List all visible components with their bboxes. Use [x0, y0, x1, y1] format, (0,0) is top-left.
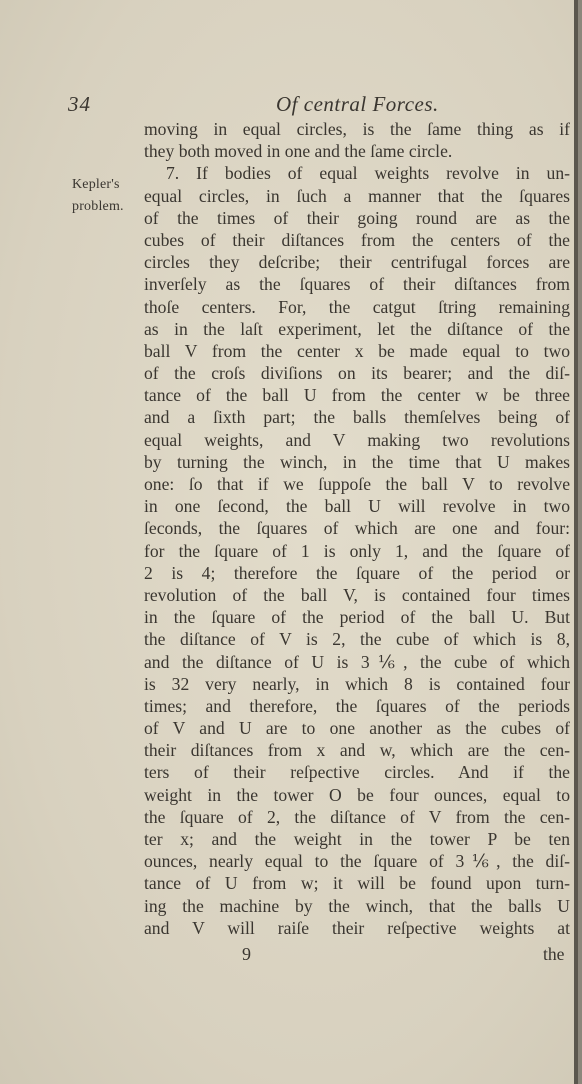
text-line: one: ſo that if we ſuppoſe the ball V to revolve: [144, 474, 570, 494]
text-line: by turning the winch, in the time that U makes: [144, 451, 570, 472]
text-line: thoſe centers. For, the catgut ſtring remaining: [144, 296, 570, 317]
page-number: 34: [68, 92, 91, 116]
text-line: and a ſixth part; the balls themſelves being of: [144, 407, 570, 428]
signature-mark: 9: [242, 944, 251, 964]
text-line: and V will raiſe their reſpective weights at: [144, 917, 570, 938]
text-line: tance of the ball U from the center w be three: [144, 385, 570, 406]
text-line: equal circles, in ſuch a manner that the ſquares: [144, 185, 570, 206]
text-line: of V and U are to one another as the cubes of: [144, 718, 570, 739]
text-line: the ſquare of 2, the diſtance of V from the cen-: [144, 806, 570, 827]
text-line: in one ſecond, the ball U will revolve in two: [144, 496, 570, 517]
text-line: 7. If bodies of equal weights revolve in un-: [166, 163, 570, 184]
text-line: moving in equal circles, is the ſame thing as if: [144, 119, 570, 139]
text-line: and the diſtance of U is 3⅙, the cube of which: [144, 651, 570, 672]
text-line: their diſtances from x and w, which are the cen-: [144, 740, 570, 761]
text-line: of the croſs diviſions on its bearer; and the diſ-: [144, 363, 570, 384]
text-line: of the times of their going round are as the: [144, 207, 570, 228]
text-line: inverſely as the ſquares of their diſtances from: [144, 274, 570, 295]
text-line: ball V from the center x be made equal to two: [144, 340, 570, 361]
text-line: equal weights, and V making two revolutions: [144, 429, 570, 450]
catchword: the: [543, 944, 565, 964]
margin-note-line: Kepler's: [72, 177, 120, 192]
text-line: is 32 very nearly, in which 8 is contained four: [144, 673, 570, 694]
running-head: Of central Forces.: [276, 92, 439, 116]
text-line: times; and therefore, the ſquares of the periods: [144, 695, 570, 716]
text-line: ters of their reſpective circles. And if the: [144, 762, 570, 783]
margin-note-line: problem.: [72, 199, 124, 214]
text-line: revolution of the ball V, is contained four times: [144, 584, 570, 605]
margin-note: [72, 174, 124, 218]
text-line: ing the machine by the winch, that the balls U: [144, 895, 570, 916]
text-line: ſeconds, the ſquares of which are one and four:: [144, 518, 570, 539]
text-line: ter x; and the weight in the tower P be ten: [144, 829, 570, 849]
text-line: ounces, nearly equal to the ſquare of 3⅙, the diſ-: [144, 851, 570, 872]
text-line: as in the laſt experiment, let the diſtance of the: [144, 318, 570, 339]
text-line: cubes of their diſtances from the centers of the: [144, 229, 570, 250]
text-line: circles they deſcribe; their centrifugal forces are: [144, 252, 570, 273]
page-edge: [574, 0, 578, 1084]
text-line: for the ſquare of 1 is only 1, and the ſquare of: [144, 540, 570, 561]
text-line: they both moved in one and the ſame circle.: [144, 141, 453, 162]
text-line: the diſtance of V is 2, the cube of which is 8,: [144, 629, 570, 650]
text-line: 2 is 4; therefore the ſquare of the period or: [144, 562, 570, 583]
text-line: tance of U from w; it will be found upon turn-: [144, 873, 570, 894]
text-line: in the ſquare of the period of the ball U. But: [144, 607, 570, 628]
body-text: [144, 118, 570, 939]
text-line: weight in the tower O be four ounces, equal to: [144, 784, 570, 805]
